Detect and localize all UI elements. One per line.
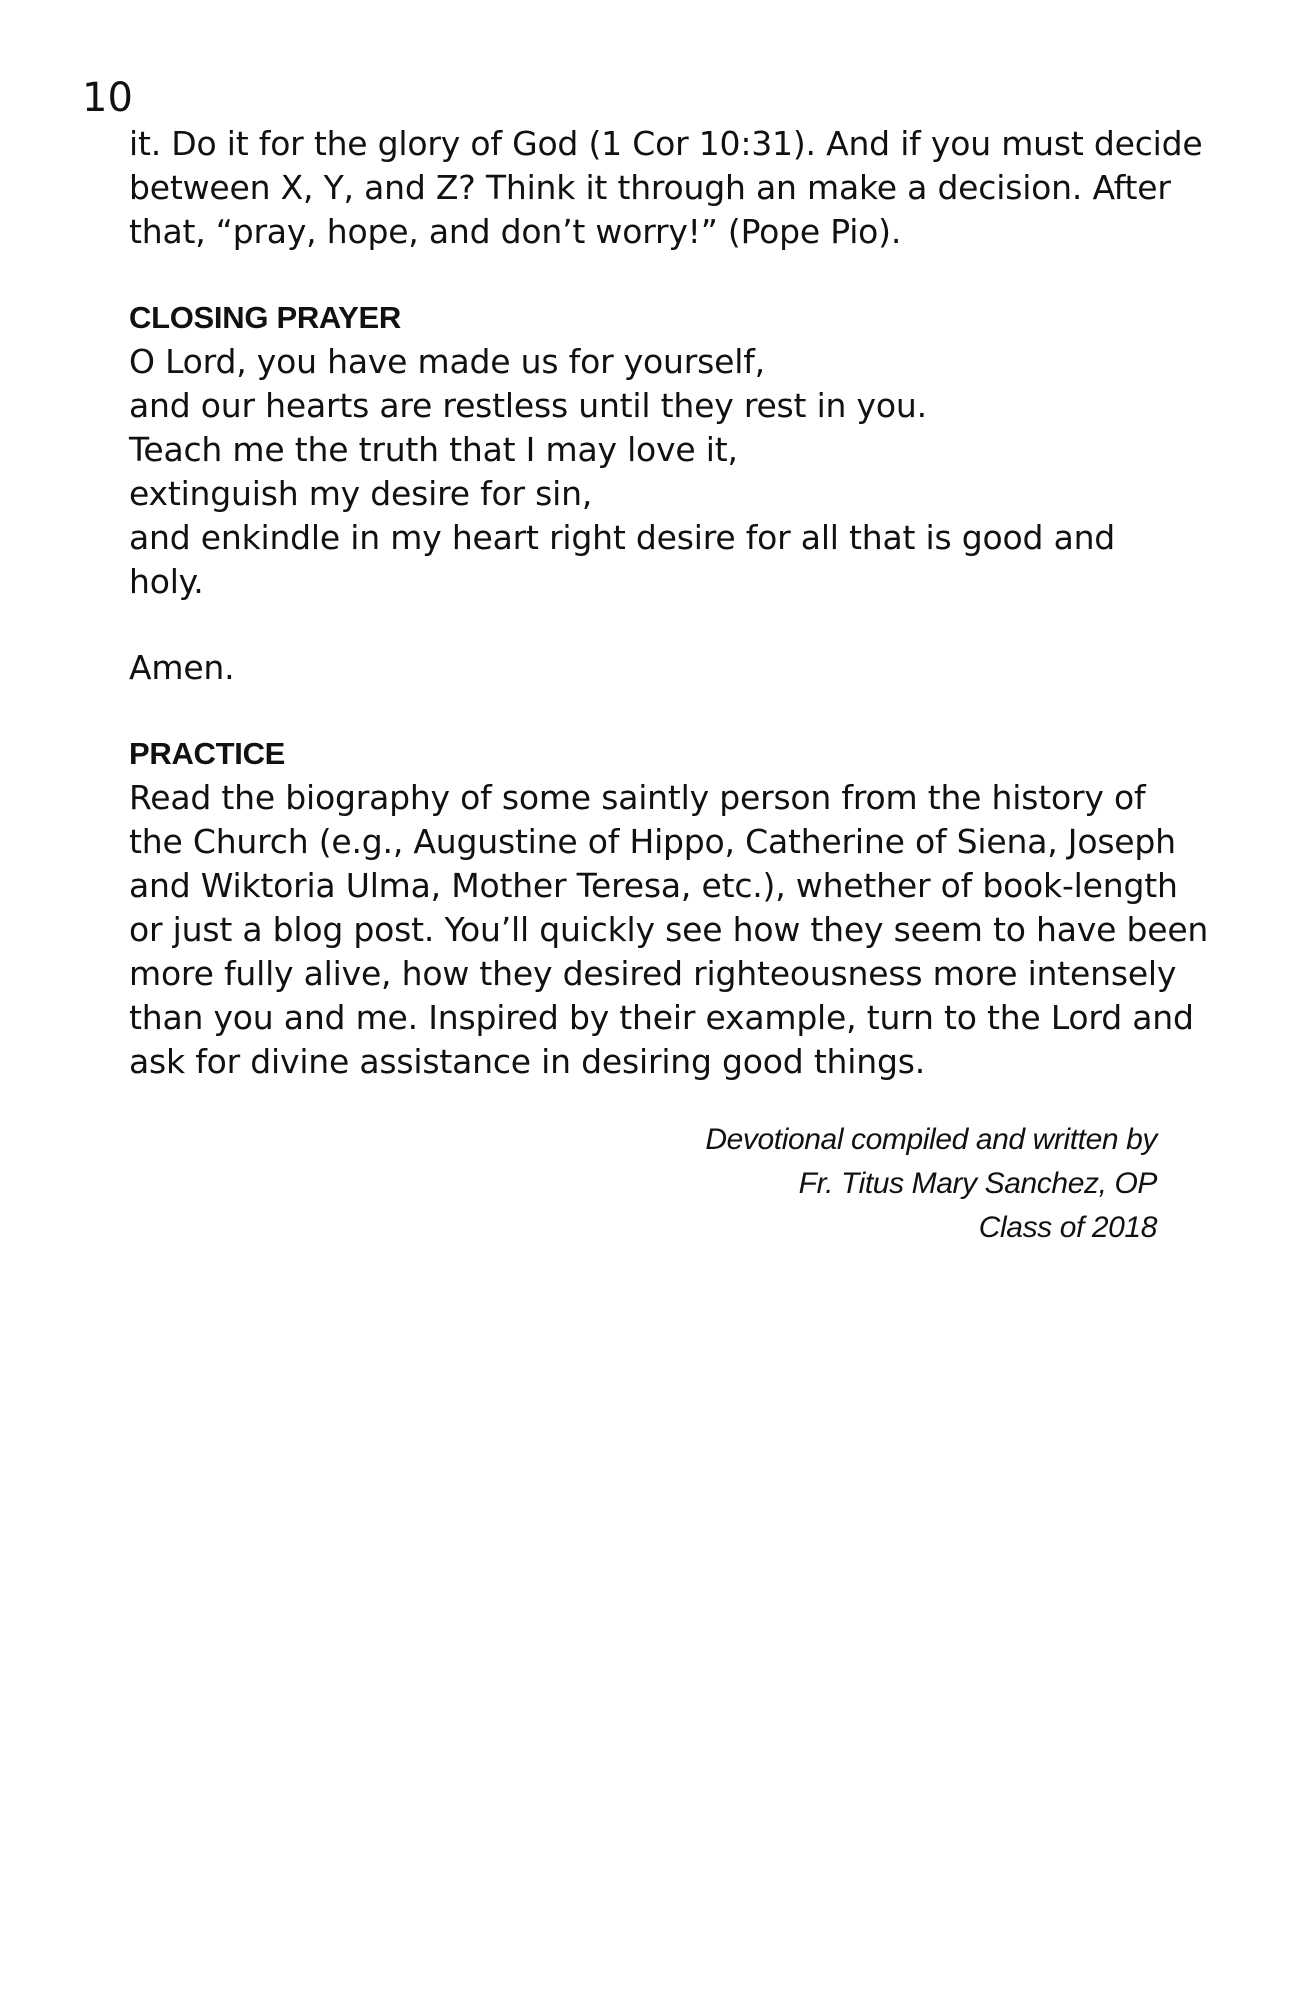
practice-line: and Wiktoria Ulma, Mother Teresa, etc.), whether of book-length xyxy=(129,866,1178,905)
prayer-line: Teach me the truth that I may love it, xyxy=(129,430,738,469)
prayer-line: and our hearts are restless until they rest in you. xyxy=(129,386,927,425)
intro-line: between X, Y, and Z? Think it through an make a decision. After xyxy=(129,168,1171,207)
spacer xyxy=(129,254,1189,296)
practice-line: ask for divine assistance in desiring good things. xyxy=(129,1042,925,1081)
prayer-amen: Amen. xyxy=(129,648,235,687)
attribution-author: Fr. Titus Mary Sanchez, OP xyxy=(798,1167,1157,1200)
closing-prayer-heading: CLOSING PRAYER xyxy=(129,300,401,335)
page-body xyxy=(129,122,1209,1084)
attribution xyxy=(705,1118,1157,1250)
attribution-class: Class of 2018 xyxy=(978,1211,1157,1244)
spacer xyxy=(129,690,1189,732)
prayer-line: holy. xyxy=(129,562,204,601)
practice-line: than you and me. Inspired by their example, turn to the Lord and xyxy=(129,998,1194,1037)
spacer xyxy=(129,604,1189,646)
practice-line: or just a blog post. You’ll quickly see how they seem to have been xyxy=(129,910,1209,949)
prayer-line: and enkindle in my heart right desire for all that is good and xyxy=(129,518,1116,557)
attribution-line: Devotional compiled and written by xyxy=(705,1123,1157,1156)
prayer-line: O Lord, you have made us for yourself, xyxy=(129,342,765,381)
practice-line: more fully alive, how they desired righteousness more intensely xyxy=(129,954,1177,993)
practice-heading: PRACTICE xyxy=(129,736,286,771)
practice-line: the Church (e.g., Augustine of Hippo, Catherine of Siena, Joseph xyxy=(129,822,1176,861)
prayer-line: extinguish my desire for sin, xyxy=(129,474,593,513)
page-number: 10 xyxy=(82,75,133,121)
intro-line: that, “pray, hope, and don’t worry!” (Pope Pio). xyxy=(129,212,902,251)
intro-line: it. Do it for the glory of God (1 Cor 10:31). And if you must decide xyxy=(129,124,1203,163)
practice-line: Read the biography of some saintly person from the history of xyxy=(129,778,1146,817)
